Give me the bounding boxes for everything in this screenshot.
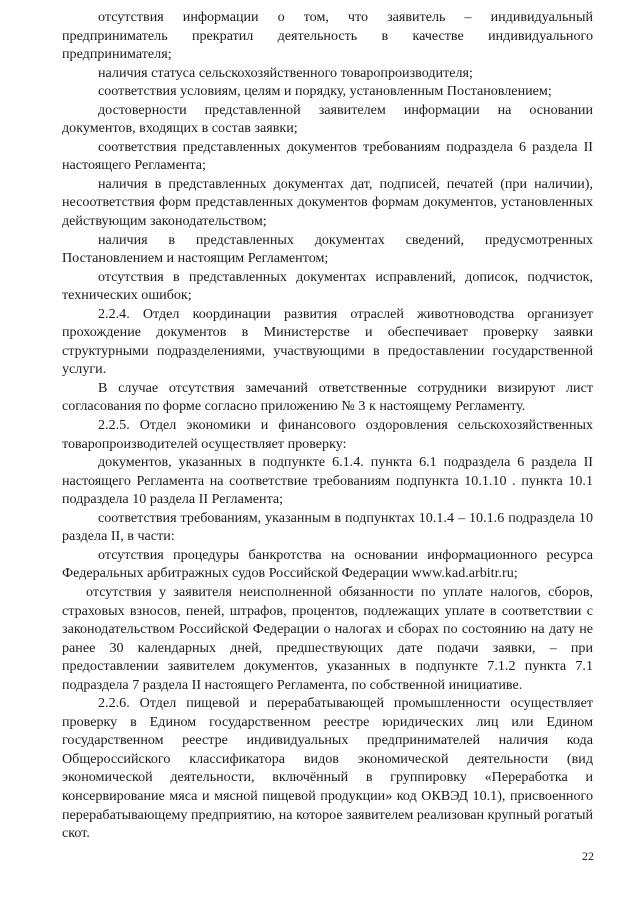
paragraph-no-corrections: отсутствия в представленных документах исправлений, дописок, подчисток, технических ошибок; [62,268,593,304]
paragraph-requirements-10-1-4: соответствия требованиям, указанным в подпунктах 10.1.4 – 10.1.6 подраздела 10 раздела II, в части: [62,509,593,545]
document-body [62,8,593,843]
paragraph-documents-requirements: соответствия представленных документов требованиям подраздела 6 раздела II настоящего Регламента; [62,138,593,174]
paragraph-conditions-compliance: соответствия условиям, целям и порядку, установленным Постановлением; [98,83,552,100]
paragraph-2-2-6: 2.2.6. Отдел пищевой и перерабатывающей промышленности осуществляет проверку в Едином государственном реестре юридических лиц или Едином государственном реестре индивидуальных предпринимателей наличия кода Общероссийского классификатора видов экономической деятельности (вид экономической деятельности, включённый в группировку «Переработка и консервирование мяса и мясной пищевой продукции» код ОКВЭД 10.1), присвоенного перерабатывающему предприятию, на которое заявителем реализован крупный рогатый скот. [62,695,593,842]
paragraph-required-information: наличия в представленных документах сведений, предусмотренных Постановлением и настоящим Регламентом; [62,231,593,267]
paragraph-information-reliability: достоверности представленной заявителем информации на основании документов, входящих в состав заявки; [62,101,593,137]
paragraph-dates-signatures-seals: наличия в представленных документах дат, подписей, печатей (при наличии), несоответствия форм представленных документов формам документов, установленных действующим законодательством; [62,175,593,230]
paragraph-no-bankruptcy: отсутствия процедуры банкротства на основании информационного ресурса Федеральных арбитражных судов Российской Федерации www.kad.arbitr.ru; [62,546,593,582]
page-number: 22 [582,849,594,863]
paragraph-no-info-termination: отсутствия информации о том, что заявитель – индивидуальный предприниматель прекратил деятельность в качестве индивидуального предпринимателя; [62,9,593,63]
paragraph-agricultural-producer-status: наличия статуса сельскохозяйственного товаропроизводителя; [98,64,473,81]
paragraph-no-tax-debt: отсутствия у заявителя неисполненной обязанности по уплате налогов, сборов, страховых взносов, пеней, штрафов, процентов, подлежащих уплате в соответствии с законодательством Российской Федерации о налогах и сборах по состоянию на дату не ранее 30 календарных дней, предшествующих дате подачи заявки, – при предоставлении заявителем документов, указанных в подпункте 7.1.2 пункта 7.1 подраздела 7 раздела II настоящего Регламента, по собственной инициативе. [62,583,593,693]
paragraph-documents-6-1-4: документов, указанных в подпункте 6.1.4. пункта 6.1 подраздела 6 раздела II настоящего Регламента на соответствие требованиям подпункта 10.1.10 . пункта 10.1 подраздела 10 раздела II Регламента; [62,454,593,508]
paragraph-2-2-5: 2.2.5. Отдел экономики и финансового оздоровления сельскохозяйственных товаропроизводителей осуществляет проверку: [62,417,593,452]
paragraph-2-2-4: 2.2.4. Отдел координации развития отраслей животноводства организует прохождение документов в Министерстве и обеспечивает проверку заявки структурными подразделениями, участвующими в предоставлении государственной услуги. [62,305,593,378]
paragraph-approval-sheet: В случае отсутствия замечаний ответственные сотрудники визируют лист согласования по форме согласно приложению № 3 к настоящему Регламенту. [62,379,593,415]
